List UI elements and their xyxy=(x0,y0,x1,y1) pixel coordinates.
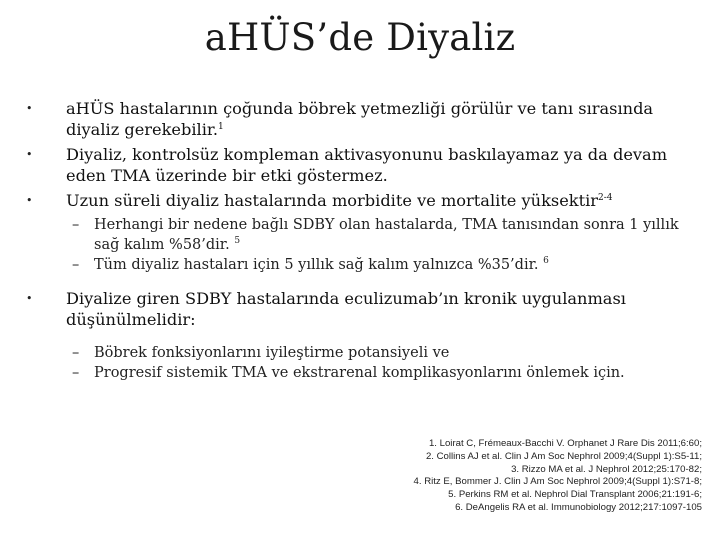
dash-marker: – xyxy=(72,257,80,273)
bullet-marker: • xyxy=(26,148,33,161)
bullet-text xyxy=(66,98,686,140)
bullet-marker: • xyxy=(26,102,33,115)
bullet-item xyxy=(26,288,686,330)
bullet-text-body: aHÜS hastalarının çoğunda böbrek yetmezliği görülür ve tanı sırasında diyaliz gerekebilir. xyxy=(66,99,654,139)
citation-marker: 2-4 xyxy=(598,193,613,203)
sub-bullet-item xyxy=(26,215,686,255)
reference-line: 3. Rizzo MA et al. J Nephrol 2012;25:170-82; xyxy=(511,463,702,475)
bullet-item xyxy=(26,190,686,211)
dash-marker: – xyxy=(72,365,80,381)
references xyxy=(414,438,702,515)
bullet-text xyxy=(66,190,686,211)
reference-line: 4. Ritz E, Bommer J. Clin J Am Soc Nephrol 2009;4(Suppl 1):S71-8; xyxy=(413,476,702,488)
sub-bullet-text xyxy=(94,215,686,255)
bullet-text: Diyalize giren SDBY hastalarında eculizumab’ın kronik uygulanması düşünülmelidir: xyxy=(66,289,626,329)
bullet-text-body: Uzun süreli diyaliz hastalarında morbidite ve mortalite yüksektir xyxy=(66,191,599,210)
dash-marker: – xyxy=(72,217,80,233)
sub-bullet-item xyxy=(26,363,686,383)
dash-marker: – xyxy=(72,345,80,361)
sub-bullet-text xyxy=(94,255,686,275)
bullet-text: Diyaliz, kontrolsüz kompleman aktivasyonunu baskılayamaz ya da devam eden TMA üzerinde bir etki göstermez. xyxy=(66,145,668,185)
bullet-item xyxy=(26,144,686,186)
reference-line: 5. Perkins RM et al. Nephrol Dial Transplant 2006;21:191-6; xyxy=(448,489,702,501)
sub-bullet-text: Böbrek fonksiyonlarını iyileştirme potansiyeli ve xyxy=(94,345,450,361)
sub-bullet-text-body: Tüm diyaliz hastaları için 5 yıllık sağ kalım yalnızca %35’dir. xyxy=(94,257,539,273)
bullet-marker: • xyxy=(26,292,33,305)
reference-line: 6. DeAngelis RA et al. Immunobiology 2012;217:1097-105 xyxy=(455,501,702,513)
citation-marker: 5 xyxy=(234,236,241,246)
sub-bullet-text-body: Herhangi bir nedene bağlı SDBY olan hastalarda, TMA tanısından sonra 1 yıllık sağ kalım %58’dir. xyxy=(94,217,679,253)
citation-marker: 1 xyxy=(218,122,224,132)
sub-bullet-item xyxy=(26,343,686,363)
bullet-marker: • xyxy=(26,194,33,207)
reference-line: 2. Collins AJ et al. Clin J Am Soc Nephrol 2009;4(Suppl 1):S5-11; xyxy=(425,450,702,462)
reference-line: 1. Loirat C, Frémeaux-Bacchi V. Orphanet J Rare Dis 2011;6:60; xyxy=(428,438,702,449)
slide-title: aHÜS’de Diyaliz xyxy=(204,16,516,59)
bullet-list xyxy=(26,98,686,383)
sub-bullet-item xyxy=(26,255,686,275)
bullet-item xyxy=(26,98,686,140)
sub-bullet-text: Progresif sistemik TMA ve ekstrarenal komplikasyonlarını önlemek için. xyxy=(94,365,625,381)
citation-marker: 6 xyxy=(543,256,549,266)
